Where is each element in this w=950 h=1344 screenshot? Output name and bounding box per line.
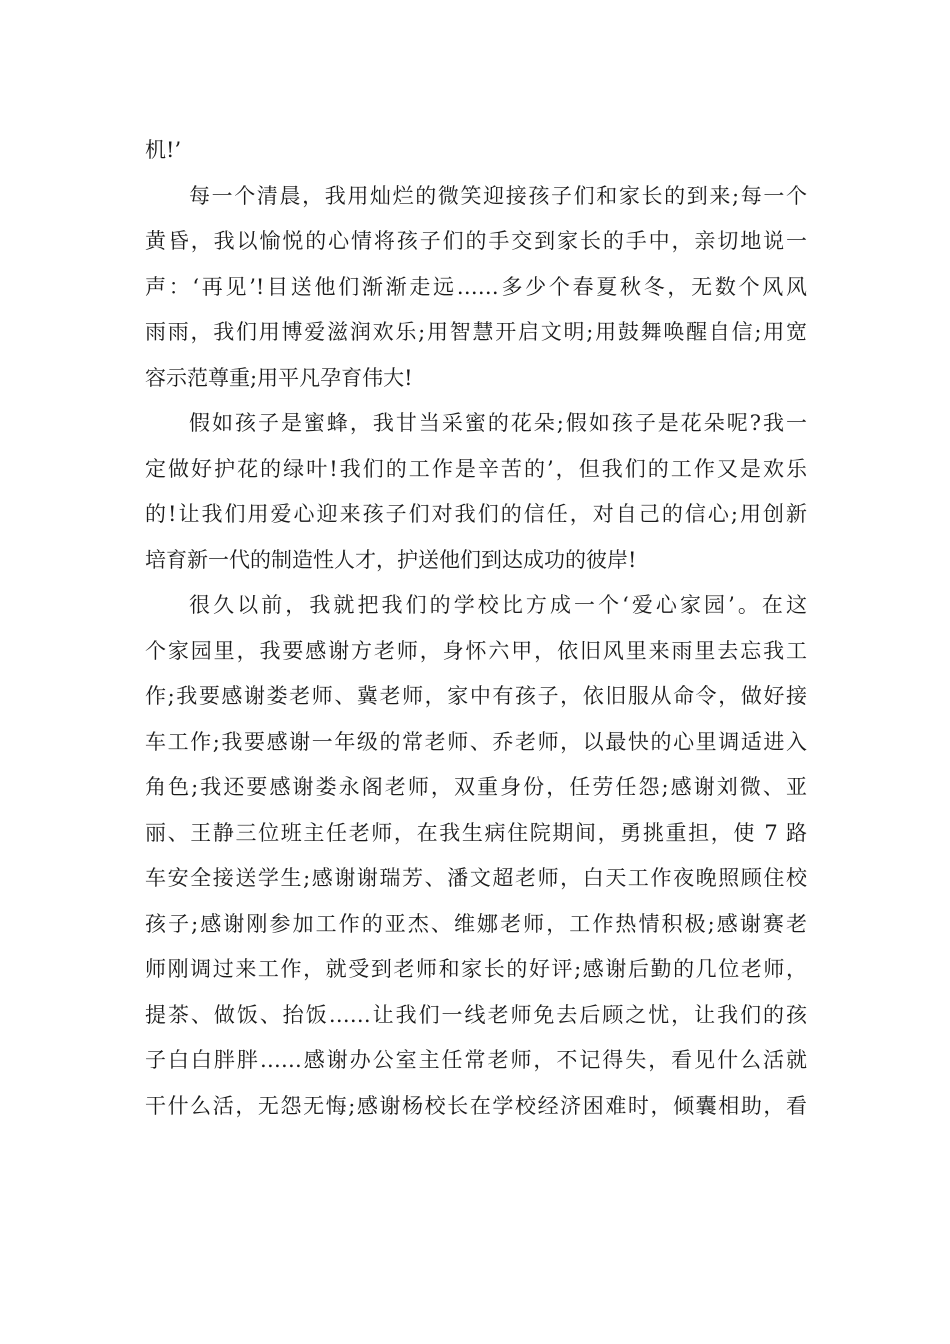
text-line: 角色;我还要感谢娄永阁老师，双重身份，任劳任怨;感谢刘微、亚 (145, 775, 807, 799)
text-line: 的!让我们用爱心迎来孩子们对我们的信任，对自己的信心;用创新 (145, 502, 807, 526)
text-line: 个家园里，我要感谢方老师，身怀六甲，依旧风里来雨里去忘我工 (145, 638, 807, 663)
paragraph-first-line: 假如孩子是蜜蜂，我甘当采蜜的花朵;假如孩子是花朵呢?我一 (189, 411, 807, 435)
text-line: 孩子;感谢刚参加工作的亚杰、维娜老师，工作热情积极;感谢赛老 (145, 911, 807, 936)
text-line: 师刚调过来工作，就受到老师和家长的好评;感谢后勤的几位老师， (145, 957, 807, 981)
text-line: 作;我要感谢娄老师、冀老师，家中有孩子，依旧服从命令，做好接 (145, 684, 807, 708)
text-line: 子白白胖胖……感谢办公室主任常老师，不记得失，看见什么活就 (145, 1048, 807, 1072)
document-body (145, 128, 807, 1129)
text-line: 容示范尊重;用平凡孕育伟大! (145, 365, 413, 390)
text-line: 车工作;我要感谢一年级的常老师、乔老师，以最快的心里调适进入 (145, 729, 807, 754)
text-line: 声：‘再见’!目送他们渐渐走远……多少个春夏秋冬，无数个风风 (145, 274, 807, 299)
text-line: 黄昏，我以愉悦的心情将孩子们的手交到家长的手中，亲切地说一 (145, 229, 807, 253)
paragraph-first-line: 很久以前，我就把我们的学校比方成一个‘爱心家园’。在这 (189, 593, 807, 617)
text-line: 车安全接送学生;感谢谢瑞芳、潘文超老师，白天工作夜晚照顾住校 (145, 866, 807, 890)
text-line: 机!’ (145, 138, 182, 162)
text-line: 干什么活，无怨无悔;感谢杨校长在学校经济困难时，倾囊相助，看 (145, 1093, 807, 1118)
text-line: 丽、王静三位班主任老师，在我生病住院期间，勇挑重担，使 7 路 (145, 820, 807, 845)
text-line: 定做好护花的绿叶!我们的工作是辛苦的’，但我们的工作又是欢乐 (145, 456, 807, 481)
paragraph-first-line: 每一个清晨，我用灿烂的微笑迎接孩子们和家长的到来;每一个 (189, 183, 807, 208)
text-line: 雨雨，我们用博爱滋润欢乐;用智慧开启文明;用鼓舞唤醒自信;用宽 (145, 320, 807, 344)
text-line: 提茶、做饭、抬饭……让我们一线老师免去后顾之忧，让我们的孩 (145, 1002, 807, 1027)
text-line: 培育新一代的制造性人才，护送他们到达成功的彼岸! (145, 547, 637, 572)
